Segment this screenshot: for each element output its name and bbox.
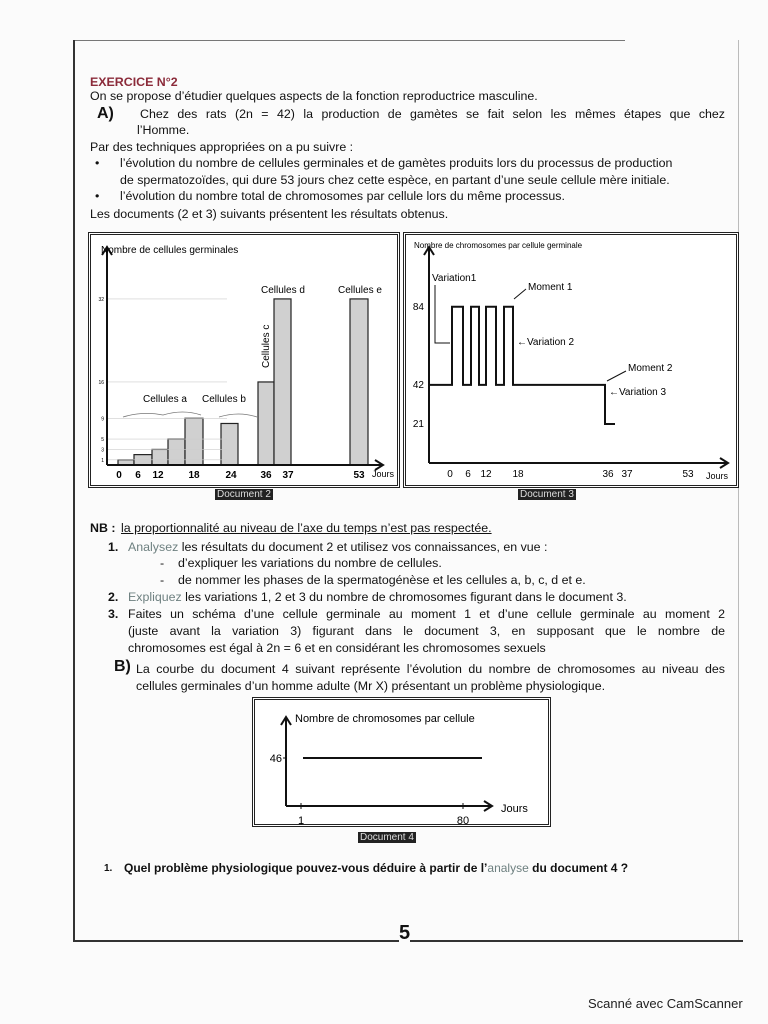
bar-d [274, 299, 291, 465]
q3-line2: (juste avant la variation 3) figurant dans le document 3, en supposant que le nombre de [128, 624, 725, 638]
document-3-chart [406, 235, 736, 485]
bullet1-line1: l’évolution du nombre de cellules germinales et de gamètes produits lors du processus de production [120, 156, 673, 170]
document-2-chart [91, 235, 397, 485]
x-tick-label: 37 [621, 469, 633, 480]
y-tick-label: 5 [101, 437, 104, 444]
q3-line1: Faites un schéma d’une cellule germinale au moment 1 et d’une cellule germinale au moment 2 [128, 607, 725, 621]
annotation-variation3: ←Variation 3 [609, 387, 667, 398]
x-tick-label: 12 [480, 469, 492, 480]
x-tick-label: 0 [116, 470, 122, 481]
group-label-b: Cellules b [202, 394, 246, 405]
x-tick-label: 0 [447, 469, 453, 480]
document-3-caption: Document 3 [520, 489, 574, 500]
dash: - [160, 556, 165, 570]
document-2-caption: Document 2 [217, 489, 271, 500]
y-tick-label: 9 [101, 416, 104, 423]
group-label-a: Cellules a [143, 394, 187, 405]
bar-b [221, 423, 238, 465]
bullet-icon: • [95, 156, 100, 170]
y-tick-label: 21 [412, 418, 424, 430]
nb-label: NB : [90, 521, 116, 535]
bar-a [152, 449, 168, 465]
bar-a [185, 418, 203, 465]
q3-line3: chromosomes est égal à 2n = 6 et en considérant les chromosomes sexuels [128, 641, 546, 655]
x-tick-label: 53 [353, 470, 365, 481]
document-3-panel [403, 232, 739, 488]
x-tick-label: 36 [260, 470, 272, 481]
q1-body: les résultats du document 2 et utilisez vos connaissances, en vue : [178, 540, 548, 554]
y-tick-label: 16 [98, 379, 104, 386]
q2-text [128, 590, 627, 604]
q2-verb: Expliquez [128, 590, 182, 604]
b-q1-part1: Quel problème physiologique pouvez-vous déduire à partir de l’ [124, 861, 488, 875]
document-2-panel [88, 232, 400, 488]
q1-verb: Analysez [128, 540, 179, 554]
x-tick-label: 6 [465, 469, 471, 480]
page-number: 5 [399, 922, 411, 944]
part-b-marker: B) [114, 658, 131, 675]
q3-number: 3. [108, 607, 119, 621]
annotation-variation2: ←Variation 2 [517, 337, 575, 348]
bullet2-text: l’évolution du nombre total de chromosomes par cellule lors du même processus. [120, 189, 565, 203]
x-tick-label: 18 [188, 470, 200, 481]
x-tick-label: 36 [602, 469, 614, 480]
b-q1-verb: analyse [487, 861, 529, 875]
annotation-moment2: Moment 2 [628, 363, 673, 374]
document-4-caption: Document 4 [360, 832, 414, 843]
y-tick-label: 3 [101, 447, 104, 454]
y-tick-label: 46 [269, 753, 282, 765]
page-frame-top [73, 40, 625, 41]
nb-text: la proportionnalité au niveau de l’axe du temps n’est pas respectée. [121, 521, 492, 535]
techniques-text: Par des techniques appropriées on a pu suivre : [90, 140, 354, 154]
x-tick-label: 80 [456, 815, 470, 824]
x-tick-label: 24 [225, 470, 237, 481]
bar-e [350, 299, 368, 465]
q1-number: 1. [108, 540, 119, 554]
page-frame-right [738, 40, 739, 941]
y-tick-label: 32 [98, 296, 104, 303]
group-label-e: Cellules e [338, 285, 382, 296]
x-tick-label: 12 [152, 470, 164, 481]
bullet-icon: • [95, 189, 100, 203]
x-tick-label: 18 [512, 469, 524, 480]
q1-dash2: de nommer les phases de la spermatogénèse et les cellules a, b, c, d et e. [178, 573, 586, 587]
exercise-title: EXERCICE N°2 [90, 75, 178, 89]
x-axis-label: Jours [372, 469, 395, 479]
part-a-marker: A) [97, 105, 114, 122]
part-b-line1: La courbe du document 4 suivant représente l’évolution du nombre de chromosomes au niveau des [136, 662, 725, 676]
x-axis-label: Jours [501, 803, 528, 815]
group-label-d: Cellules d [261, 285, 305, 296]
x-tick-label: 37 [282, 470, 294, 481]
y-axis-label: Nombre de cellules germinales [101, 245, 239, 256]
annotation-variation1: Variation1 [432, 273, 477, 284]
bar-a [168, 439, 185, 465]
x-tick-label: 6 [135, 470, 141, 481]
q1-dash1: d’expliquer les variations du nombre de cellules. [178, 556, 442, 570]
x-axis-label: Jours [706, 471, 729, 481]
q2-number: 2. [108, 590, 119, 604]
documents-text: Les documents (2 et 3) suivants présentent les résultats obtenus. [90, 207, 449, 221]
y-tick-label: 42 [412, 379, 424, 391]
variation1-arrow-icon [435, 285, 450, 343]
intro-text: On se propose d’étudier quelques aspects de la fonction reproductrice masculine. [90, 89, 538, 103]
brace-a [123, 412, 201, 417]
b-q1-part2: du document 4 ? [528, 861, 629, 875]
y-tick-label: 1 [101, 457, 104, 464]
part-b-line2: cellules germinales d’un homme adulte (Mr X) présentant un problème physiologique. [136, 679, 606, 693]
chromosome-curve [429, 307, 615, 424]
annotation-moment1: Moment 1 [528, 282, 573, 293]
q1-text [128, 540, 547, 554]
y-tick-label: 84 [412, 301, 424, 313]
document-4-panel [252, 697, 551, 827]
bullet1-line2: de spermatozoïdes, qui dure 53 jours chez cette espèce, en partant d’une seule cellule mère initiale. [120, 173, 670, 187]
q2-body: les variations 1, 2 et 3 du nombre de chromosomes figurant dans le document 3. [181, 590, 627, 604]
bar-c [258, 382, 274, 465]
brace-b [219, 414, 257, 417]
b-q1-text [124, 861, 628, 875]
group-label-c: Cellules c [261, 324, 272, 368]
part-a-line1: Chez des rats (2n = 42) la production de gamètes se fait selon les mêmes étapes que chez [140, 107, 725, 121]
y-axis-label: Nombre de chromosomes par cellule [295, 713, 475, 725]
camscanner-watermark: Scanné avec CamScanner [588, 996, 743, 1011]
b-q1-number: 1. [104, 863, 113, 874]
part-a-line2: l’Homme. [137, 123, 190, 137]
page-frame-left [73, 40, 75, 941]
moment2-arrow-icon [607, 371, 626, 381]
document-4-chart [255, 700, 548, 824]
x-tick-label: 1 [297, 815, 305, 824]
y-axis-label: Nombre de chromosomes par cellule germinale [414, 241, 583, 250]
x-tick-label: 53 [682, 469, 694, 480]
dash: - [160, 573, 165, 587]
moment1-arrow-icon [514, 289, 526, 299]
